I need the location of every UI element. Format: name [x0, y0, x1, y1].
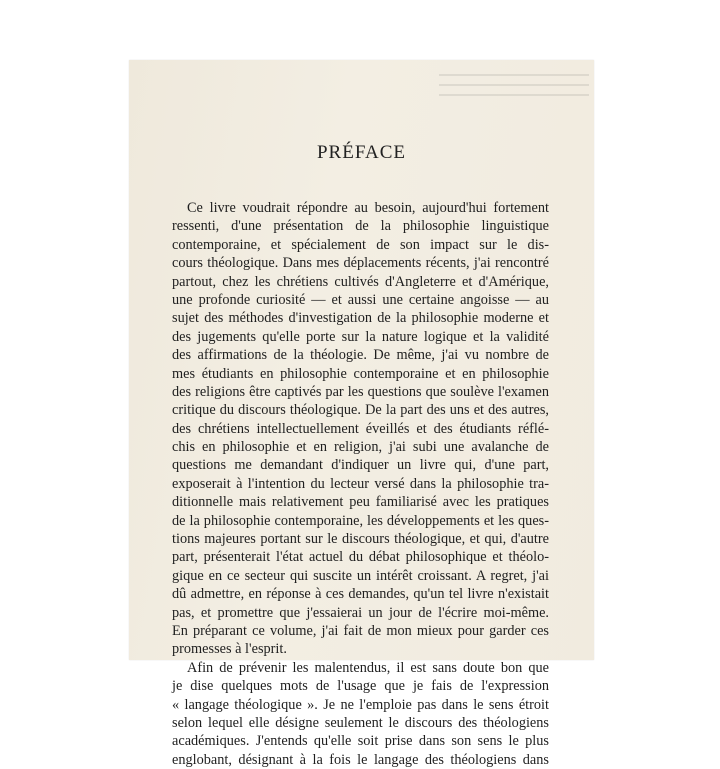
text-line: questions me demandant d'indiquer un livre qui, d'une part,: [172, 457, 549, 474]
text-line: de la philosophie contemporaine, les développements et les ques-: [172, 512, 549, 529]
text-line: académiques. J'entends qu'elle soit prise dans son sens le plus: [172, 733, 549, 750]
text-line: cours théologique. Dans mes déplacements récents, j'ai rencontré: [172, 255, 549, 272]
book-page: [129, 60, 594, 768]
paragraph-2: [172, 659, 549, 769]
text-line: dû admettre, en réponse à ces demandes, qu'un tel livre n'existait: [172, 586, 549, 603]
text-line: gique en ce secteur qui suscite un intérêt croissant. A regret, j'ai: [172, 567, 549, 584]
body-text: [172, 199, 549, 769]
text-line: des jugements qu'elle porte sur la nature logique et la validité: [172, 328, 549, 345]
text-line: je dise quelques mots de l'usage que je fais de l'expression: [172, 678, 549, 695]
text-line: En préparant ce volume, j'ai fait de mon mieux pour garder ces: [172, 622, 549, 639]
text-line: ditionnelle mais relativement peu familiarisé avec les pratiques: [172, 494, 549, 511]
text-line: chis en philosophie et en religion, j'ai subi une avalanche de: [172, 439, 549, 456]
text-line: mes étudiants en philosophie contemporaine et en philosophie: [172, 365, 549, 382]
text-line: critique du discours théologique. De la part des uns et des autres,: [172, 402, 549, 419]
text-line: « langage théologique ». Je ne l'emploie pas dans le sens étroit: [172, 696, 549, 713]
page-title: PRÉFACE: [316, 142, 406, 163]
paragraph-1: [172, 199, 549, 659]
text-line: pas, et promettre que j'essaierai un jour de l'écrire moi-même.: [172, 604, 549, 621]
text-line: tions majeures portant sur le discours théologique, et qui, d'autre: [172, 531, 549, 548]
text-line: des religions être captivés par les questions que soulève l'examen: [172, 383, 549, 400]
text-line: une profonde curiosité — et aussi une certaine angoisse — au: [172, 291, 549, 308]
text-line: sujet des méthodes d'investigation de la philosophie moderne et: [172, 310, 549, 327]
text-line: des chrétiens intellectuellement éveillés et des étudiants réflé-: [172, 420, 549, 437]
bleed-through-text: [439, 68, 589, 108]
text-line: Afin de prévenir les malentendus, il est sans doute bon que: [187, 659, 549, 676]
text-line: partout, chez les chrétiens cultivés d'Angleterre et d'Amérique,: [172, 273, 549, 290]
text-line: des affirmations de la théologie. De même, j'ai vu nombre de: [172, 347, 549, 364]
text-line: englobant, désignant à la fois le langage des théologiens dans: [172, 751, 549, 768]
text-line: selon lequel elle désigne seulement le discours des théologiens: [172, 714, 549, 731]
text-line: exposerait à l'intention du lecteur versé dans la philosophie tra-: [172, 475, 549, 492]
text-line: ressenti, d'une présentation de la philosophie linguistique: [172, 218, 549, 235]
text-line: promesses à l'esprit.: [172, 641, 287, 658]
text-line: Ce livre voudrait répondre au besoin, aujourd'hui fortement: [187, 200, 549, 216]
text-line: part, présenterait l'état actuel du débat philosophique et théolo-: [172, 549, 549, 566]
text-line: contemporaine, et spécialement de son impact sur le dis-: [172, 236, 549, 253]
